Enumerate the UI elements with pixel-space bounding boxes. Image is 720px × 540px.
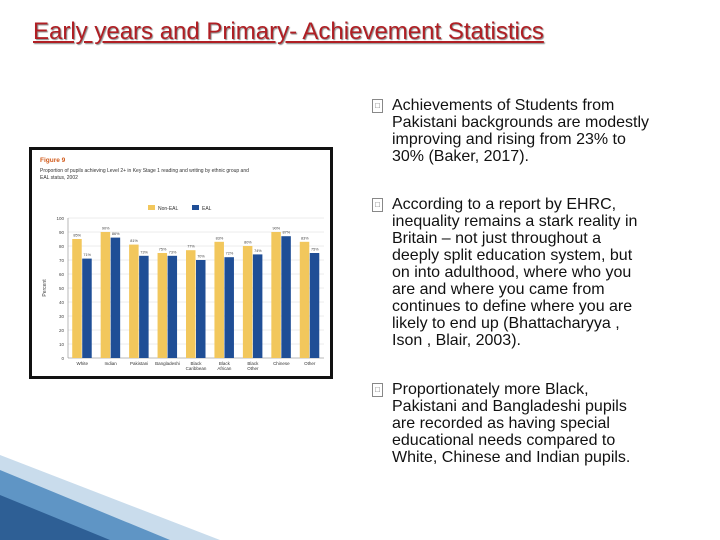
y-tick-label: 0 bbox=[61, 355, 64, 361]
y-tick-label: 50 bbox=[58, 285, 64, 291]
bullet-marker-icon: □ bbox=[372, 99, 383, 113]
legend-swatch bbox=[192, 205, 199, 210]
bar bbox=[101, 232, 111, 358]
legend-label: EAL bbox=[202, 206, 212, 212]
data-label: 83% bbox=[215, 236, 224, 241]
y-tick-label: 80 bbox=[58, 243, 64, 249]
x-tick-label: White bbox=[76, 361, 88, 366]
bar-chart bbox=[32, 150, 330, 376]
decorative-corner-swoosh bbox=[0, 450, 220, 540]
legend-label: Non-EAL bbox=[158, 206, 179, 212]
x-tick-label: Other bbox=[304, 361, 316, 366]
data-label: 71% bbox=[83, 253, 92, 258]
data-label: 83% bbox=[300, 236, 309, 241]
bar bbox=[129, 245, 139, 358]
x-tick-label: Chinese bbox=[273, 361, 290, 366]
x-tick-label: Black bbox=[218, 361, 230, 366]
bar bbox=[72, 239, 82, 358]
x-tick-label: Bangladeshi bbox=[155, 361, 180, 366]
data-label: 90% bbox=[101, 226, 110, 231]
bar bbox=[243, 246, 253, 358]
bar bbox=[186, 250, 196, 358]
y-tick-label: 70 bbox=[58, 257, 64, 263]
y-tick-label: 90 bbox=[58, 229, 64, 235]
bar bbox=[214, 242, 224, 358]
chart-subtitle: EAL status, 2002 bbox=[40, 175, 78, 181]
x-tick-label: African bbox=[217, 366, 232, 371]
data-label: 73% bbox=[140, 250, 148, 255]
x-tick-label: Indian bbox=[104, 361, 117, 366]
bar bbox=[300, 242, 310, 358]
y-tick-label: 100 bbox=[56, 215, 64, 221]
bullet-marker-icon: □ bbox=[372, 383, 383, 397]
bar bbox=[82, 259, 92, 358]
y-tick-label: 20 bbox=[58, 327, 64, 333]
bar bbox=[271, 232, 281, 358]
chart-figure bbox=[29, 147, 333, 379]
y-tick-label: 40 bbox=[58, 299, 64, 305]
data-label: 75% bbox=[158, 247, 167, 252]
bar bbox=[224, 257, 234, 358]
bullet-text: According to a report by EHRC, inequality remains a stark reality in Britain – not just throughout a deeply split education system, but on into adulthood, where who you are and where you came from continues to define where you are likely to end up (Bhattacharyya , Ison , Blair, 2003). bbox=[392, 196, 638, 349]
data-label: 70% bbox=[197, 254, 205, 259]
y-tick-label: 30 bbox=[58, 313, 64, 319]
bar bbox=[310, 253, 320, 358]
bullet-text: Proportionately more Black, Pakistani and Bangladeshi pupils are recorded as having special educational needs compared to White, Chinese and Indian pupils. bbox=[392, 381, 631, 466]
bullet-text: Achievements of Students from Pakistani backgrounds are modestly improving and rising from 23% to 30% (Baker, 2017). bbox=[392, 97, 650, 165]
bar bbox=[158, 253, 168, 358]
bar bbox=[111, 238, 121, 358]
chart-subtitle: Proportion of pupils achieving Level 2+ in Key Stage 1 reading and writing by ethnic group and bbox=[40, 168, 249, 174]
x-tick-label: Black bbox=[190, 361, 202, 366]
bar bbox=[196, 260, 206, 358]
data-label: 80% bbox=[244, 240, 252, 245]
data-label: 75% bbox=[310, 247, 319, 252]
data-label: 86% bbox=[111, 232, 120, 237]
data-label: 74% bbox=[254, 248, 262, 253]
data-label: 87% bbox=[282, 230, 291, 235]
data-label: 90% bbox=[272, 226, 281, 231]
chart-panel bbox=[32, 150, 330, 376]
slide-title: Early years and Primary- Achievement Statistics bbox=[33, 18, 544, 45]
bar bbox=[168, 256, 178, 358]
x-tick-label: Pakistani bbox=[129, 361, 149, 366]
chart-title: Figure 9 bbox=[40, 157, 66, 164]
data-label: 81% bbox=[130, 239, 138, 244]
x-tick-label: Caribbean bbox=[185, 366, 207, 371]
y-tick-label: 10 bbox=[58, 341, 64, 347]
y-axis-label: Percent bbox=[42, 279, 48, 297]
bullet-marker-icon: □ bbox=[372, 198, 383, 212]
data-label: 77% bbox=[187, 244, 195, 249]
x-tick-label: Black bbox=[247, 361, 259, 366]
data-label: 73% bbox=[168, 250, 177, 255]
legend-swatch bbox=[148, 205, 155, 210]
bar bbox=[281, 236, 291, 358]
bar bbox=[253, 254, 263, 358]
x-tick-label: Other bbox=[247, 366, 259, 371]
data-label: 85% bbox=[73, 233, 82, 238]
data-label: 72% bbox=[225, 251, 234, 256]
bar bbox=[139, 256, 149, 358]
y-tick-label: 60 bbox=[58, 271, 64, 277]
